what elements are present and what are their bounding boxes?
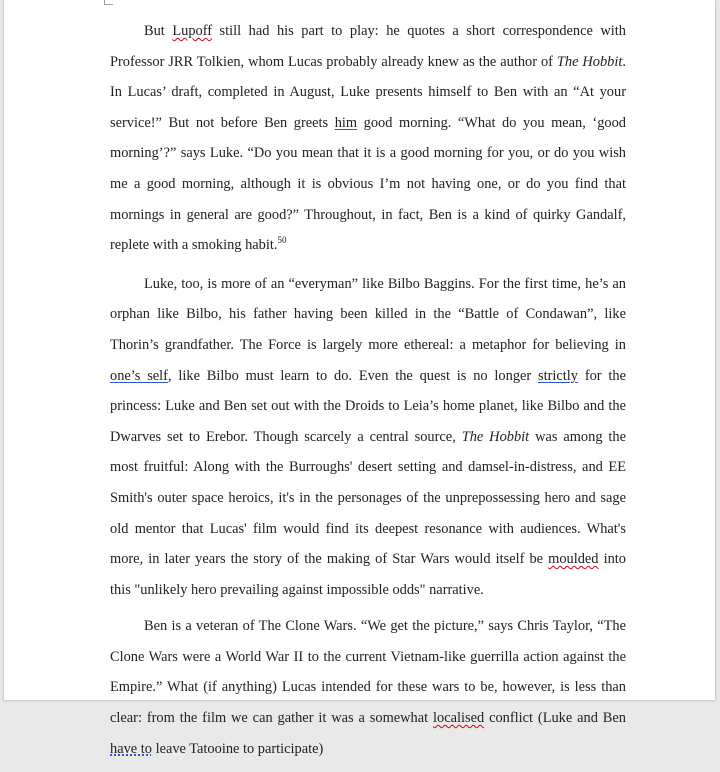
paragraph (110, 16, 626, 261)
document-body[interactable] (110, 16, 626, 772)
text-run: . In Lucas’ draft, completed in August, Luke presents himself to Ben with an “At your service!” But not before Ben greets (110, 53, 626, 131)
text-run: leave Tatooine to participate) (151, 740, 324, 757)
text-run: Luke, too, is more of an “everyman” like Bilbo Baggins. For the first time, he’s an orphan like Bilbo, his father having been killed in the “Battle of Condawan”, like Thorin’s grandfather. The Force is largely more ethereal: a metaphor for believing in (110, 275, 626, 353)
spelling-flag[interactable]: Lupoff (172, 23, 213, 39)
paragraph (110, 611, 626, 764)
text-run: still had his part to play: he quotes a short correspondence with Professor JRR Tolkien, whom Lucas probably already knew as the author of (110, 23, 626, 70)
text-run: Ben is a veteran of The Clone Wars. “We get the picture,” says Chris Taylor, “The Clone Wars were a World War II to the current Vietnam-like guerrilla action against the Empire.” What (if anything) Lucas intended for these wars to be, however, is less than clear: from the film we can gather it was a somewhat (110, 618, 626, 727)
document-page[interactable] (3, 0, 716, 757)
text-run: into this "unlikely hero prevailing against impossible odds" narrative. (110, 551, 626, 598)
grammar-flag[interactable]: him (334, 114, 358, 131)
italic-title: The Hobbit (461, 428, 530, 445)
italic-title: The Hobbit (556, 53, 623, 70)
spelling-flag[interactable]: moulded (548, 551, 599, 568)
grammar-flag[interactable]: strictly (538, 367, 578, 384)
spelling-flag[interactable]: localised (433, 710, 485, 727)
text-boundary-mark (104, 0, 113, 5)
text-run: , like Bilbo must learn to do. Even the quest is no longer (167, 367, 539, 384)
text-run: was among the most fruitful: Along with the Burroughs' desert setting and damsel-in-distress, and EE Smith's outer space heroics, it's in the personages of the unprepossessing hero and sage old mentor that Lucas' film would find its deepest resonance with audiences. What's more, in later years the story of the making of Star Wars would itself be (110, 428, 626, 568)
grammar-flag[interactable]: one’s self (110, 367, 168, 384)
style-flag[interactable]: have to (110, 740, 152, 757)
footnote-reference: 50 (277, 235, 287, 246)
text-run: for the princess: Luke and Ben set out with the Droids to Leia’s home planet, like Bilbo and the Dwarves set to Erebor. Though scarcely a central source, (110, 367, 627, 445)
text-run: But (144, 23, 173, 39)
text-run: conflict (Luke and Ben (484, 710, 626, 727)
text-run: good morning. “What do you mean, ‘good morning’?” says Luke. “Do you mean that it is a good morning for you, or do you wish me a good morning, although it is obvious I’m not having one, or do you find that mornings in general are good?” Throughout, in fact, Ben is a kind of quirky Gandalf, replete with a smoking habit. (110, 114, 626, 254)
paragraph (110, 269, 626, 606)
